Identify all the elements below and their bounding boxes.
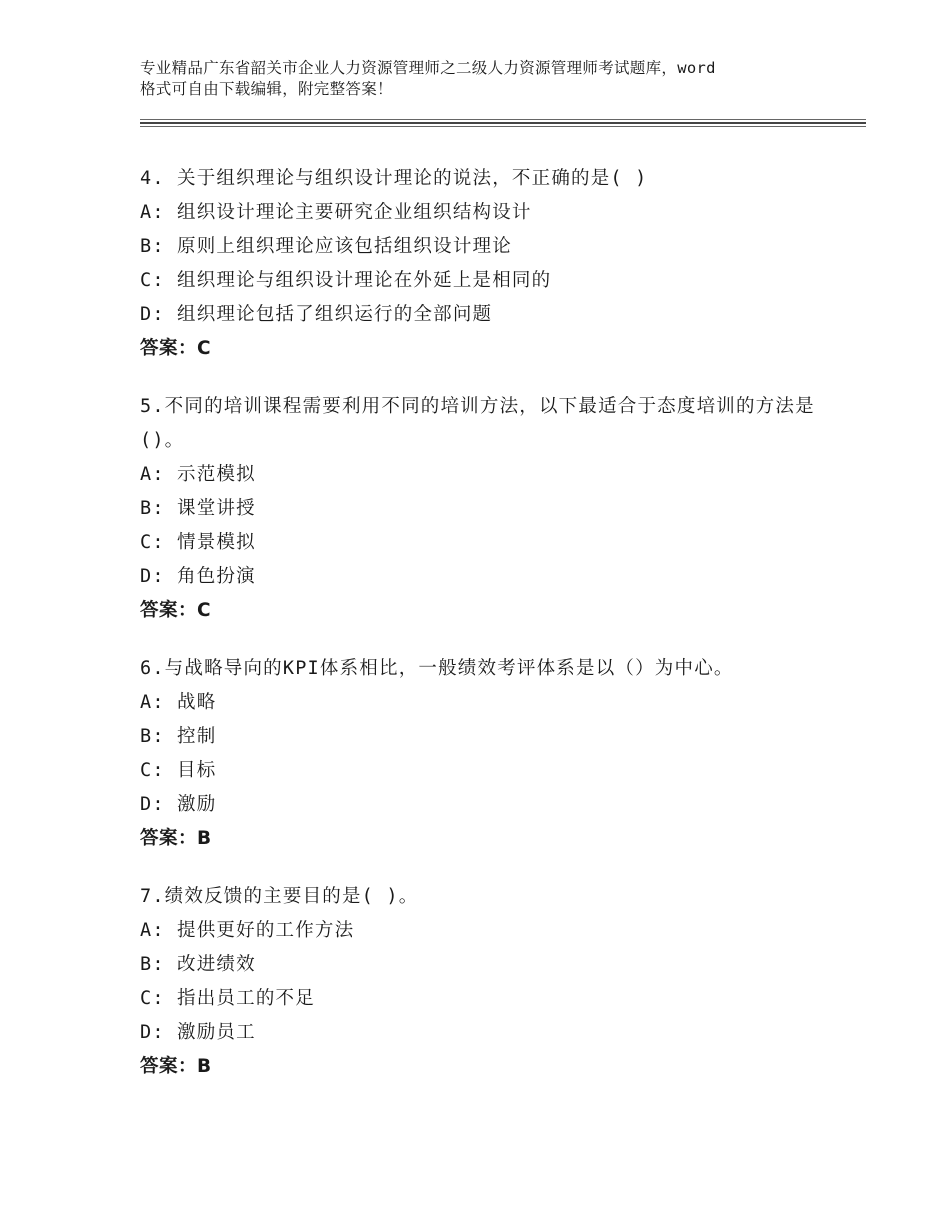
option-a: A: 战略	[140, 692, 217, 713]
header-title-line-2: 格式可自由下载编辑，附完整答案！	[140, 80, 393, 98]
question-stem: 7.绩效反馈的主要目的是( )。	[140, 886, 419, 907]
option-b: B: 改进绩效	[140, 954, 256, 975]
option-b: B: 原则上组织理论应该包括组织设计理论	[140, 236, 512, 257]
header-divider-top	[140, 119, 866, 120]
header-title-line-1: 专业精品广东省韶关市企业人力资源管理师之二级人力资源管理师考试题库，word	[140, 59, 716, 77]
question-4	[140, 162, 820, 366]
option-b: B: 控制	[140, 726, 217, 747]
question-list	[140, 162, 820, 1108]
question-stem: 4. 关于组织理论与组织设计理论的说法，不正确的是( )	[140, 168, 648, 189]
document-header	[140, 58, 840, 100]
option-d: D: 角色扮演	[140, 566, 256, 587]
option-c: C: 情景模拟	[140, 532, 256, 553]
answer-label: 答案：C	[140, 600, 212, 621]
question-7	[140, 880, 820, 1084]
option-d: D: 激励员工	[140, 1022, 256, 1043]
option-c: C: 组织理论与组织设计理论在外延上是相同的	[140, 270, 552, 291]
option-d: D: 激励	[140, 794, 217, 815]
option-c: C: 指出员工的不足	[140, 988, 315, 1009]
answer-label: 答案：B	[140, 1056, 212, 1077]
answer-label: 答案：B	[140, 828, 212, 849]
option-a: A: 提供更好的工作方法	[140, 920, 355, 941]
option-b: B: 课堂讲授	[140, 498, 256, 519]
header-divider-middle	[140, 122, 866, 124]
option-c: C: 目标	[140, 760, 217, 781]
option-d: D: 组织理论包括了组织运行的全部问题	[140, 304, 493, 325]
answer-label: 答案：C	[140, 338, 212, 359]
question-5	[140, 390, 820, 628]
question-6	[140, 652, 820, 856]
option-a: A: 示范模拟	[140, 464, 256, 485]
option-a: A: 组织设计理论主要研究企业组织结构设计	[140, 202, 532, 223]
question-stem: 5.不同的培训课程需要利用不同的培训方法，以下最适合于态度培训的方法是()。	[140, 396, 815, 451]
question-stem: 6.与战略导向的KPI体系相比，一般绩效考评体系是以（）为中心。	[140, 658, 734, 679]
header-divider-bottom	[140, 126, 866, 127]
